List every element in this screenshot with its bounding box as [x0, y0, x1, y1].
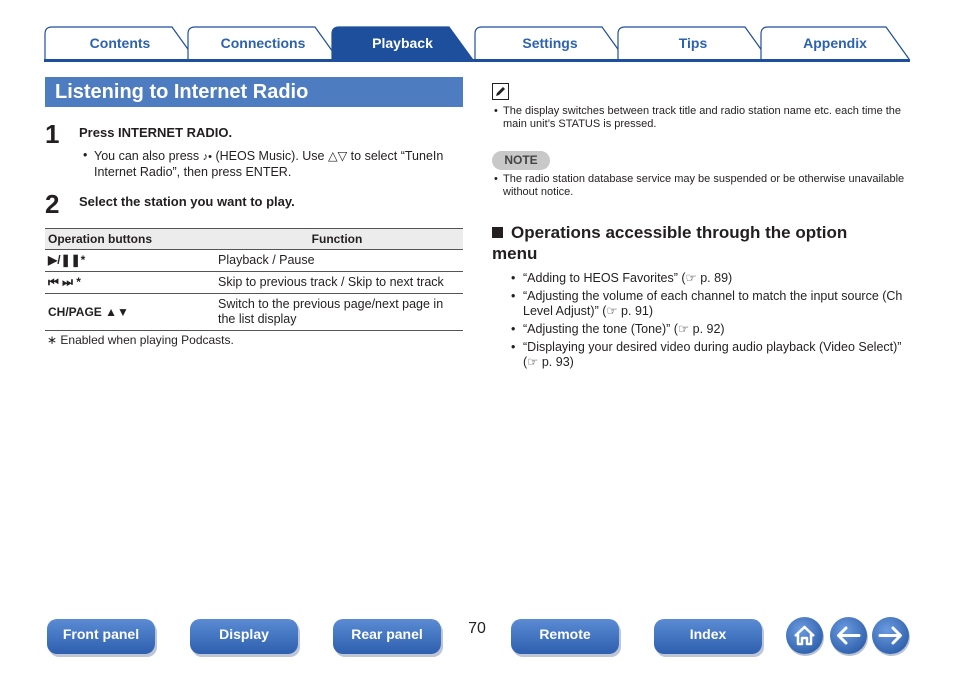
list-item[interactable]: • “Adding to HEOS Favorites” (☞ p. 89) — [511, 271, 911, 286]
list-item[interactable]: • “Adjusting the tone (Tone)” (☞ p. 92) — [511, 322, 911, 337]
forward-arrow-icon[interactable] — [872, 617, 909, 654]
ops-list — [511, 271, 911, 370]
front-panel-button[interactable]: Front panel — [47, 619, 155, 654]
heos-music-icon: ♪• — [202, 151, 212, 163]
table-row — [45, 294, 463, 331]
section-title: Listening to Internet Radio — [45, 77, 463, 107]
table-row — [45, 250, 463, 272]
step-number-2: 2 — [45, 189, 60, 219]
footnote: ∗ Enabled when playing Podcasts. — [47, 333, 234, 347]
step-text-1: Press INTERNET RADIO. — [79, 125, 233, 140]
index-button[interactable]: Index — [654, 619, 762, 654]
back-arrow-icon[interactable] — [830, 617, 867, 654]
remote-button[interactable]: Remote — [511, 619, 619, 654]
tab-contents[interactable]: Contents — [44, 26, 196, 59]
table-row — [45, 272, 463, 294]
table-header-function: Function — [211, 229, 463, 250]
ops-heading: Operations accessible through the option menu — [492, 223, 848, 263]
table-header-operation: Operation buttons — [45, 229, 211, 250]
top-tab-bar — [44, 26, 910, 62]
step1-detail: • You can also press ♪• (HEOS Music). Use △▽ to select “TuneIn Internet Radio”, then press ENTER. — [83, 148, 444, 179]
table-cell-function: Playback / Pause — [211, 250, 463, 272]
step-text-2: Select the station you want to play. — [79, 194, 295, 209]
table-cell-function: Skip to previous track / Skip to next track — [211, 272, 463, 294]
home-icon[interactable] — [786, 617, 823, 654]
table-cell-button: CH/PAGE ▲▼ — [45, 294, 211, 331]
tab-settings[interactable]: Settings — [474, 26, 626, 59]
pencil-icon — [492, 83, 509, 100]
operation-table — [45, 228, 463, 331]
tab-tips[interactable]: Tips — [617, 26, 769, 59]
rear-panel-button[interactable]: Rear panel — [333, 619, 441, 654]
tab-underline — [44, 59, 910, 62]
table-cell-function: Switch to the previous page/next page in the list display — [211, 294, 463, 331]
table-cell-button: ▶/❚❚* — [45, 250, 211, 272]
tab-connections[interactable]: Connections — [187, 26, 339, 59]
table-cell-button: ⏮ ⏭ * — [45, 272, 211, 294]
step-number-1: 1 — [45, 119, 60, 149]
page-number: 70 — [468, 620, 486, 637]
note-item: • The radio station database service may be suspended or be otherwise unavailable without notice. — [494, 173, 905, 198]
square-bullet-icon — [492, 227, 503, 238]
table-header-row — [45, 229, 463, 250]
display-button[interactable]: Display — [190, 619, 298, 654]
list-item[interactable]: • “Adjusting the volume of each channel to match the input source (Ch Level Adjust)” (☞ p. 91) — [511, 289, 911, 319]
note-badge: NOTE — [492, 151, 550, 170]
list-item[interactable]: • “Displaying your desired video during audio playback (Video Select)” (☞ p. 93) — [511, 340, 911, 370]
memo-item: • The display switches between track title and radio station name etc. each time the main unit’s STATUS is pressed. — [494, 105, 902, 130]
tab-appendix[interactable]: Appendix — [760, 26, 910, 59]
tab-playback[interactable]: Playback — [331, 26, 474, 59]
